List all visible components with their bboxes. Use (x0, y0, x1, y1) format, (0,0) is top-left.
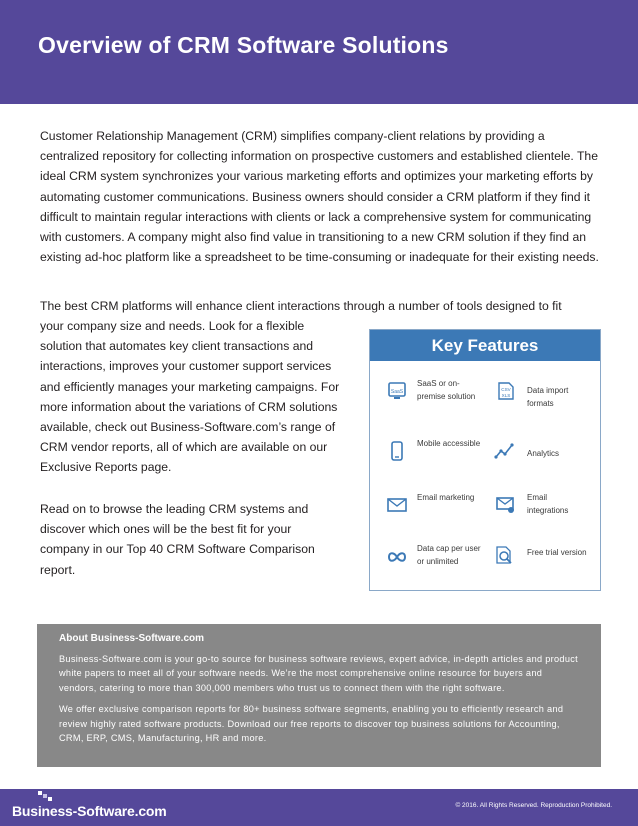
svg-text:XLS: XLS (501, 393, 511, 398)
key-features-title: Key Features (370, 330, 600, 361)
footer-bar (0, 789, 638, 826)
feature-data-cap: Data cap per user or unlimited (417, 544, 481, 566)
feature-mobile: Mobile accessible (417, 439, 481, 448)
svg-text:CSV: CSV (501, 387, 511, 392)
feature-analytics: Analytics (527, 449, 560, 458)
saas-icon (387, 381, 407, 401)
feature-free-trial: Free trial version (527, 548, 587, 557)
feature-data-import: Data import formats (527, 386, 569, 408)
header-banner (0, 0, 638, 104)
tools-paragraph: your company size and needs. Look for a flexible solution that automates key client transactions and interactions, improves your customer support services and efficiently manages your marketing campaigns. For more information about the variations of CRM solutions available, check out Business-Software.com’s range of CRM vendor reports, all of which are available on our Exclusive Reports page. (40, 319, 340, 475)
svg-text:SaaS: SaaS (390, 389, 404, 395)
mobile-icon (387, 441, 407, 461)
intro-paragraph: Customer Relationship Management (CRM) simplifies company-client relations by providing a centralized repository for collecting information on prospective customers and established clientele. The ideal CRM system synchronizes your various marketing efforts and optimizes your marketing efforts by automating customer communications. Business owners should consider a CRM platform if they find it difficult to maintain regular interactions with clients or lack a comprehensive system for communicating with customers. A company might also find value in transitioning to a new CRM solution if they find an existing ad-hoc platform like a spreadsheet to be time-consuming or inadequate for their existing needs. (40, 129, 599, 265)
business-software-logo[interactable]: Business-Software.com (12, 803, 167, 819)
email-icon (387, 495, 407, 515)
feature-email-integrations: Email integrations (527, 493, 569, 515)
data-import-icon (496, 381, 516, 401)
tools-paragraph-first-line: The best CRM platforms will enhance client interactions through a number of tools designed to fit (40, 299, 562, 313)
about-box (37, 624, 601, 767)
browse-paragraph: Read on to browse the leading CRM systems and discover which ones will be the best fit for your company in our Top 40 CRM Software Comparison report. (40, 502, 315, 577)
about-heading: About Business-Software.com (59, 633, 205, 644)
search-icon (494, 545, 514, 565)
logo-mark-icon (38, 791, 52, 803)
analytics-icon (494, 441, 514, 461)
email-integration-icon (496, 495, 516, 515)
key-features-box (369, 329, 601, 591)
copyright-notice: © 2016. All Rights Reserved. Reproduction Prohibited. (455, 802, 612, 809)
page-title: Overview of CRM Software Solutions (38, 32, 449, 58)
infinity-icon (387, 547, 407, 567)
feature-saas: SaaS or on-premise solution (417, 379, 476, 401)
about-paragraph-2: We offer exclusive comparison reports for 80+ business software segments, enabling you to efficiently research and review highly rated software products. Download our free reports to discover top business solutions for Accounting, CRM, ERP, CMS, Manufacturing, HR and more. (59, 704, 564, 744)
feature-email-marketing: Email marketing (417, 493, 475, 502)
about-paragraph-1: Business-Software.com is your go-to source for business software reviews, expert advice, in-depth articles and product white papers to meet all of your software needs. We’re the most comprehensive online resource for buyers and vendors, catering to more than 300,000 members who trust us to connect them with the right software. (59, 654, 578, 693)
